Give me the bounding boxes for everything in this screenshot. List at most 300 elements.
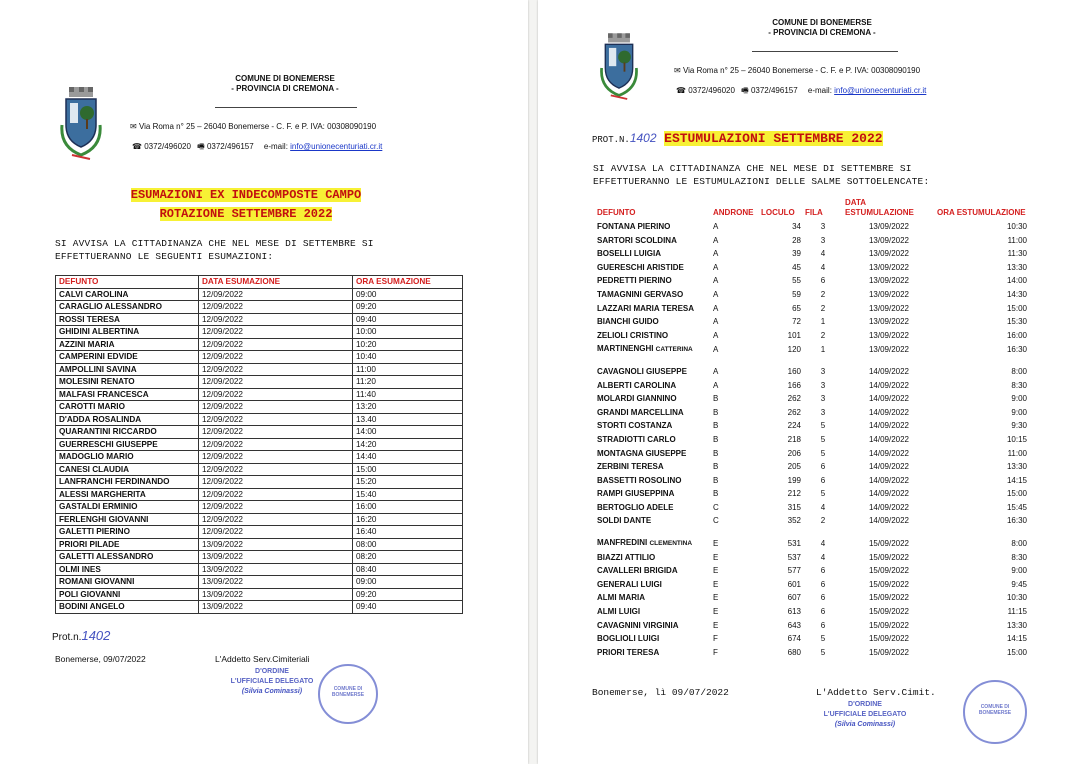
phone-icon: ☎	[132, 142, 142, 151]
cell-fila: 5	[820, 421, 826, 431]
cell-fila: 2	[820, 330, 826, 340]
cell-ora: 14:20	[353, 438, 463, 451]
cell-data: 14/09/2022	[868, 394, 910, 404]
cell-data: 14/09/2022	[868, 462, 910, 472]
protocol-label: PROT.N.	[592, 135, 630, 145]
protocol-label: Prot.n.	[52, 632, 82, 643]
cell-loculo: 206	[787, 448, 801, 458]
cell-data: 12/09/2022	[199, 488, 353, 501]
cell-data: 12/09/2022	[199, 326, 353, 339]
column-header-defunto: DEFUNTO	[56, 276, 199, 289]
cell-androne: B	[713, 475, 719, 485]
cell-loculo: 205	[787, 462, 801, 472]
cell-androne: E	[713, 593, 719, 603]
cell-loculo: 607	[787, 593, 801, 603]
cell-ora: 13.40	[353, 413, 463, 426]
cell-fila: 5	[820, 634, 826, 644]
cell-defunto: GHIDINI ALBERTINA	[56, 326, 199, 339]
signer-title: L'Addetto Serv.Cimit.	[816, 687, 936, 698]
table-row	[56, 301, 463, 314]
cell-data: 12/09/2022	[199, 401, 353, 414]
cell-data: 12/09/2022	[199, 338, 353, 351]
table-row	[56, 463, 463, 476]
table-row	[595, 474, 1029, 488]
stamp-line-2: L'UFFICIALE DELEGATO	[823, 711, 907, 718]
cell-defunto: CANESI CLAUDIA	[56, 463, 199, 476]
cell-loculo: 101	[787, 330, 801, 340]
notice-line-2: EFFETTUERANNO LE SEGUENTI ESUMAZIONI:	[55, 251, 274, 262]
cell-fila: 3	[820, 235, 826, 245]
cell-defunto: BIANCHI GUIDO	[597, 317, 659, 327]
cell-data: 13/09/2022	[868, 276, 910, 286]
table-row	[595, 302, 1029, 316]
cell-androne: F	[713, 634, 718, 644]
cell-defunto: TAMAGNINI GERVASO	[597, 289, 684, 299]
cell-fila: 3	[820, 366, 826, 376]
cell-defunto: SARTORI SCOLDINA	[597, 235, 677, 245]
cell-defunto: GUERESCHI ARISTIDE	[597, 262, 684, 272]
cell-data: 14/09/2022	[868, 434, 910, 444]
cell-defunto: FONTANA PIERINO	[597, 222, 671, 231]
cell-defunto: GUERRESCHI GIUSEPPE	[56, 438, 199, 451]
email-link[interactable]: info@unionecenturiati.cr.it	[290, 142, 383, 151]
cell-data: 15/09/2022	[868, 634, 910, 644]
cell-data: 13/09/2022	[868, 289, 910, 299]
cell-data: 14/09/2022	[868, 448, 910, 458]
cell-defunto: CAVAGNOLI GIUSEPPE	[597, 366, 687, 376]
cell-androne: B	[713, 421, 719, 431]
table-row	[595, 234, 1029, 248]
seal-text: COMUNE DI BONEMERSE	[978, 704, 1012, 716]
cell-ora: 15:30	[1006, 317, 1027, 327]
first-name-small: CLEMENTINA	[649, 540, 693, 548]
cell-loculo: 59	[792, 289, 801, 299]
title-line-1: ESUMAZIONI EX INDECOMPOSTE CAMPO	[130, 188, 362, 202]
cell-ora: 11:00	[353, 363, 463, 376]
protocol-number	[52, 628, 110, 643]
table-row	[595, 247, 1029, 261]
cell-ora: 14:00	[353, 426, 463, 439]
cell-data: 12/09/2022	[199, 388, 353, 401]
cell-ora: 09:20	[353, 588, 463, 601]
cell-loculo: 577	[787, 566, 801, 576]
municipal-crest-icon	[58, 85, 104, 165]
cell-data: 13/09/2022	[199, 588, 353, 601]
cell-data: 14/09/2022	[868, 489, 910, 499]
cell-data: 13/09/2022	[199, 563, 353, 576]
cell-defunto: GALETTI PIERINO	[56, 526, 199, 539]
cell-data: 15/09/2022	[868, 620, 910, 630]
email-label: e-mail:	[263, 142, 288, 151]
cell-androne: B	[713, 434, 719, 444]
cell-data: 13/09/2022	[868, 235, 910, 245]
email-link[interactable]: info@unionecenturiati.cr.it	[834, 86, 927, 95]
cell-ora: 16:20	[353, 513, 463, 526]
cell-data: 15/09/2022	[868, 552, 910, 562]
cell-androne: A	[713, 289, 719, 299]
cell-fila: 5	[820, 448, 826, 458]
table-header-row	[595, 198, 1029, 220]
cell-ora: 08:00	[353, 538, 463, 551]
cell-androne: A	[713, 222, 719, 231]
table-row	[56, 313, 463, 326]
province-name: - PROVINCIA DI CREMONA -	[768, 28, 876, 37]
delegate-stamp	[810, 697, 920, 739]
table-row	[56, 388, 463, 401]
province-name: - PROVINCIA DI CREMONA -	[231, 84, 339, 93]
cell-data: 15/09/2022	[868, 647, 910, 657]
cell-ora: 08:20	[353, 551, 463, 564]
cell-defunto: BIAZZI ATTILIO	[597, 552, 656, 562]
table-row	[56, 526, 463, 539]
cell-data: 12/09/2022	[199, 351, 353, 364]
cell-ora: 14:15	[1006, 475, 1027, 485]
cell-fila: 6	[820, 462, 826, 472]
cell-ora: 9:00	[1011, 566, 1027, 576]
table-row	[595, 342, 1029, 357]
address-line	[674, 66, 920, 76]
protocol-handwritten-number: 1402	[629, 131, 657, 145]
cell-fila: 4	[820, 249, 826, 259]
cell-data: 12/09/2022	[199, 413, 353, 426]
cell-data: 15/09/2022	[868, 538, 910, 548]
cell-androne: A	[713, 249, 719, 259]
notice-line-1: SI AVVISA LA CITTADINANZA CHE NEL MESE DI SETTEMBRE SI	[55, 238, 374, 249]
stamp-line-2: L'UFFICIALE DELEGATO	[230, 678, 314, 685]
cell-defunto: ALMI MARIA	[597, 593, 645, 603]
address-text: Via Roma n° 25 – 26040 Bonemerse - C. F. e P. IVA: 00308090190	[138, 122, 377, 131]
cell-ora: 14:15	[1006, 634, 1027, 644]
cell-data: 15/09/2022	[868, 579, 910, 589]
protocol-handwritten-number: 1402	[81, 628, 111, 643]
cell-ora: 14:40	[353, 451, 463, 464]
cell-androne: E	[713, 620, 719, 630]
cell-loculo: 613	[787, 607, 801, 617]
cell-androne: B	[713, 489, 719, 499]
cell-defunto: MARTINENGHI CATTERINA	[597, 344, 693, 354]
cell-defunto: STRADIOTTI CARLO	[597, 434, 676, 444]
cell-ora: 9:00	[1011, 407, 1027, 417]
place-date: Bonemerse, lì 09/07/2022	[592, 687, 729, 698]
cell-androne: C	[713, 502, 719, 512]
cell-fila: 4	[820, 538, 826, 548]
cell-ora: 8:30	[1011, 552, 1027, 562]
cell-ora: 09:40	[353, 313, 463, 326]
table-row	[56, 376, 463, 389]
cell-ora: 13:30	[1006, 262, 1027, 272]
cell-fila: 6	[820, 607, 826, 617]
cell-ora: 9:45	[1011, 579, 1027, 589]
cell-loculo: 45	[792, 262, 801, 272]
table-row	[595, 591, 1029, 605]
cell-ora: 13:30	[1006, 620, 1027, 630]
cell-ora: 14:00	[1006, 276, 1027, 286]
cell-androne: A	[713, 317, 719, 327]
table-row	[595, 220, 1029, 234]
cell-fila: 3	[820, 394, 826, 404]
cell-androne: A	[713, 276, 719, 286]
cell-fila: 2	[820, 289, 826, 299]
cell-data: 12/09/2022	[199, 476, 353, 489]
cell-defunto: AZZINI MARIA	[56, 338, 199, 351]
cell-fila: 3	[820, 222, 826, 231]
cell-data: 13/09/2022	[868, 330, 910, 340]
cell-loculo: 674	[787, 634, 801, 644]
column-header-defunto: DEFUNTO	[597, 208, 636, 217]
first-name-small: CATTERINA	[655, 346, 693, 354]
cell-data: 13/09/2022	[199, 576, 353, 589]
cell-data: 12/09/2022	[199, 288, 353, 301]
table-row	[595, 487, 1029, 501]
cell-ora: 15:20	[353, 476, 463, 489]
municipal-crest-icon	[598, 28, 640, 108]
cell-defunto: OLMI INES	[56, 563, 199, 576]
table-row	[595, 315, 1029, 329]
cell-loculo: 166	[787, 380, 801, 390]
cell-androne: B	[713, 448, 719, 458]
cell-defunto: CAMPERINI EDVIDE	[56, 351, 199, 364]
cell-defunto: MANFREDINI CLEMENTINA	[597, 538, 693, 548]
cell-loculo: 224	[787, 421, 801, 431]
cell-androne: E	[713, 579, 719, 589]
table-row	[56, 513, 463, 526]
cell-data: 14/09/2022	[868, 407, 910, 417]
cell-defunto: CAVAGNINI VIRGINIA	[597, 620, 679, 630]
table-row	[56, 338, 463, 351]
cell-fila: 6	[820, 593, 826, 603]
cell-ora: 8:00	[1011, 538, 1027, 548]
municipality-name: COMUNE DI BONEMERSE	[235, 74, 335, 83]
table-row	[595, 392, 1029, 406]
municipality-name: COMUNE DI BONEMERSE	[772, 18, 872, 27]
cell-ora: 08:40	[353, 563, 463, 576]
table-row	[595, 379, 1029, 393]
cell-loculo: 160	[787, 366, 801, 376]
cell-ora: 10:40	[353, 351, 463, 364]
fax-number: 0372/496157	[750, 86, 798, 95]
address-text: Via Roma n° 25 – 26040 Bonemerse - C. F. e P. IVA: 00308090190	[682, 66, 921, 75]
cell-ora: 10:30	[1006, 222, 1027, 231]
table-row	[56, 538, 463, 551]
table-row	[595, 632, 1029, 646]
table-row	[56, 363, 463, 376]
cell-data: 13/09/2022	[199, 538, 353, 551]
cell-defunto: MADOGLIO MARIO	[56, 451, 199, 464]
spacer-cell	[595, 357, 1029, 365]
cell-fila: 3	[820, 407, 826, 417]
cell-ora: 11:40	[353, 388, 463, 401]
cell-loculo: 352	[787, 516, 801, 526]
stamp-line-1: D'ORDINE	[255, 668, 289, 675]
cell-androne: A	[713, 380, 719, 390]
cell-data: 14/09/2022	[868, 475, 910, 485]
cell-ora: 16:00	[1006, 330, 1027, 340]
cell-androne: A	[713, 344, 719, 354]
table-row	[56, 438, 463, 451]
cell-fila: 6	[820, 475, 826, 485]
phone-icon: ☎	[676, 86, 686, 95]
cell-defunto: ZERBINI TERESA	[597, 462, 664, 472]
cell-defunto: D'ADDA ROSALINDA	[56, 413, 199, 426]
cell-ora: 15:00	[1006, 303, 1027, 313]
cell-androne: A	[713, 303, 719, 313]
cell-defunto: ALBERTI CAROLINA	[597, 380, 677, 390]
column-header-data: DATA ESTUMULAZIONE	[845, 198, 914, 217]
notice-line-1: SI AVVISA LA CITTADINANZA CHE NEL MESE DI SETTEMBRE SI	[593, 163, 912, 174]
signer-title: L'Addetto Serv.Cimiteriali	[215, 654, 310, 664]
cell-defunto: PRIORI TERESA	[597, 647, 660, 657]
cell-ora: 15:00	[1006, 647, 1027, 657]
cell-loculo: 643	[787, 620, 801, 630]
group-spacer	[595, 357, 1029, 365]
table-row	[56, 426, 463, 439]
cell-fila: 6	[820, 579, 826, 589]
cell-ora: 14:30	[1006, 289, 1027, 299]
table-row	[595, 578, 1029, 592]
cell-loculo: 262	[787, 394, 801, 404]
municipal-seal	[963, 680, 1027, 744]
cell-defunto: QUARANTINI RICCARDO	[56, 426, 199, 439]
cell-ora: 09:00	[353, 288, 463, 301]
cell-fila: 4	[820, 262, 826, 272]
cell-loculo: 218	[787, 434, 801, 444]
column-header-ora: ORA ESTUMULAZIONE	[937, 208, 1026, 217]
cell-data: 12/09/2022	[199, 363, 353, 376]
cell-ora: 09:40	[353, 601, 463, 614]
cell-fila: 6	[820, 276, 826, 286]
cell-fila: 1	[820, 344, 826, 354]
cell-fila: 3	[820, 380, 826, 390]
cell-data: 12/09/2022	[199, 526, 353, 539]
cell-data: 12/09/2022	[199, 438, 353, 451]
header-divider	[215, 107, 357, 108]
table-header-row	[56, 276, 463, 289]
table-row	[595, 564, 1029, 578]
cell-ora: 13:20	[353, 401, 463, 414]
municipality-header	[742, 18, 902, 38]
table-row	[595, 536, 1029, 551]
phone-number: 0372/496020	[688, 86, 735, 95]
cell-defunto: SOLDI DANTE	[597, 516, 652, 526]
cell-defunto: CAVALLERI BRIGIDA	[597, 566, 678, 576]
cell-defunto: CAROTTI MARIO	[56, 401, 199, 414]
cell-data: 12/09/2022	[199, 501, 353, 514]
table-row	[595, 447, 1029, 461]
column-header-androne: ANDRONE	[713, 208, 754, 217]
table-row	[56, 413, 463, 426]
notice-line-2: EFFETTUERANNO LE ESTUMULAZIONI DELLE SALME SOTTOELENCATE:	[593, 176, 930, 187]
cell-data: 14/09/2022	[868, 502, 910, 512]
cell-androne: A	[713, 235, 719, 245]
spacer-cell	[595, 528, 1029, 536]
cell-androne: E	[713, 566, 719, 576]
cell-data: 15/09/2022	[868, 593, 910, 603]
cell-ora: 8:30	[1011, 380, 1027, 390]
table-row	[56, 476, 463, 489]
document-title: ESTUMULAZIONI SETTEMBRE 2022	[664, 131, 883, 146]
table-row	[56, 451, 463, 464]
cell-data: 12/09/2022	[199, 426, 353, 439]
cell-loculo: 65	[792, 303, 801, 313]
cell-data: 14/09/2022	[868, 366, 910, 376]
cell-data: 13/09/2022	[199, 551, 353, 564]
title-row	[592, 130, 883, 146]
cell-ora: 15:00	[1006, 489, 1027, 499]
cell-defunto: ALESSI MARGHERITA	[56, 488, 199, 501]
cell-defunto: RAMPI GIUSEPPINA	[597, 489, 675, 499]
cell-ora: 16:40	[353, 526, 463, 539]
exhumation-table	[55, 275, 463, 614]
cell-loculo: 537	[787, 552, 801, 562]
table-row	[56, 551, 463, 564]
table-row	[595, 619, 1029, 633]
cell-data: 13/09/2022	[199, 601, 353, 614]
cell-data: 13/09/2022	[868, 344, 910, 354]
cell-data: 13/09/2022	[868, 222, 910, 231]
cell-defunto: PRIORI PILADE	[56, 538, 199, 551]
table-row	[56, 488, 463, 501]
cell-loculo: 120	[787, 344, 801, 354]
cell-defunto: PEDRETTI PIERINO	[597, 276, 672, 286]
cell-fila: 5	[820, 434, 826, 444]
cell-androne: E	[713, 538, 719, 548]
cell-loculo: 28	[792, 235, 801, 245]
cell-defunto: BERTOGLIO ADELE	[597, 502, 674, 512]
stamp-line-1: D'ORDINE	[848, 701, 882, 708]
cell-loculo: 39	[792, 249, 801, 259]
cell-fila: 4	[820, 552, 826, 562]
cell-ora: 10:20	[353, 338, 463, 351]
cell-ora: 15:40	[353, 488, 463, 501]
cell-defunto: GENERALI LUIGI	[597, 579, 662, 589]
contacts-line	[676, 86, 926, 96]
table-row	[595, 406, 1029, 420]
cell-ora: 10:00	[353, 326, 463, 339]
cell-defunto: GASTALDI ERMINIO	[56, 501, 199, 514]
cell-androne: E	[713, 607, 719, 617]
fax-icon: 🖷	[741, 86, 749, 95]
cell-defunto: CARAGLIO ALESSANDRO	[56, 301, 199, 314]
cell-fila: 5	[820, 489, 826, 499]
table-row	[595, 329, 1029, 343]
cell-defunto: STORTI COSTANZA	[597, 421, 673, 431]
table-row	[595, 646, 1029, 660]
notice-text	[55, 237, 374, 263]
cell-defunto: POLI GIOVANNI	[56, 588, 199, 601]
cell-defunto: MOLESINI RENATO	[56, 376, 199, 389]
cell-defunto: FERLENGHI GIOVANNI	[56, 513, 199, 526]
cell-loculo: 262	[787, 407, 801, 417]
cell-androne: F	[713, 647, 718, 657]
municipality-header	[205, 74, 365, 94]
phone-number: 0372/496020	[144, 142, 191, 151]
cell-loculo: 531	[787, 538, 801, 548]
cell-androne: B	[713, 407, 719, 417]
cell-data: 12/09/2022	[199, 463, 353, 476]
column-header-ora: ORA ESUMAZIONE	[353, 276, 463, 289]
cell-loculo: 55	[792, 276, 801, 286]
column-header-fila: FILA	[805, 208, 823, 217]
table-row	[56, 563, 463, 576]
table-row	[595, 501, 1029, 515]
cell-data: 12/09/2022	[199, 301, 353, 314]
cell-ora: 16:30	[1006, 344, 1027, 354]
cell-defunto: BASSETTI ROSOLINO	[597, 475, 682, 485]
cell-ora: 15:00	[353, 463, 463, 476]
cell-ora: 10:15	[1006, 434, 1027, 444]
cell-loculo: 34	[792, 222, 801, 231]
cell-loculo: 199	[787, 475, 801, 485]
